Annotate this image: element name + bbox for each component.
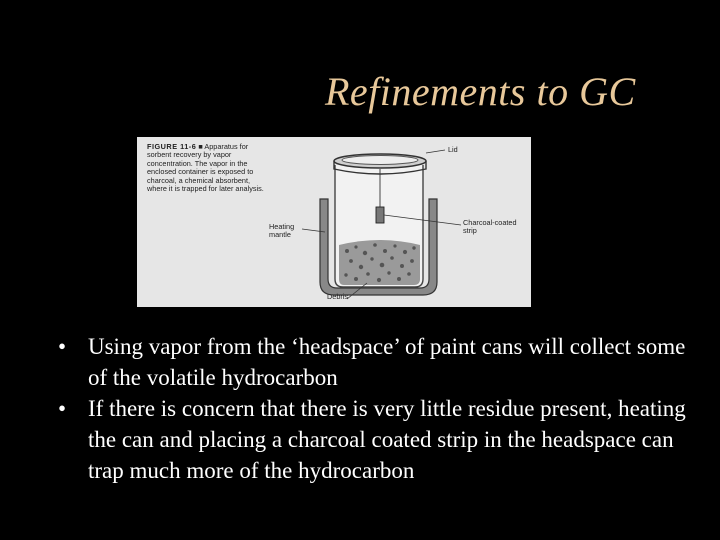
- label-heating-mantle: Heating mantle: [269, 222, 295, 240]
- slide-title: Refinements to GC: [325, 69, 636, 114]
- figure-number: FIGURE 11-6: [147, 142, 197, 151]
- label-debris: Debris: [327, 292, 349, 301]
- caption-separator: ■: [198, 142, 205, 151]
- apparatus-figure: [137, 137, 531, 307]
- lid-leader: [426, 150, 445, 153]
- bullet-text: If there is concern that there is very little residue present, heating the can and placing a charcoal coated strip in the headspace can trap much more of the hydrocarbon: [88, 396, 686, 483]
- lid-inner: [342, 156, 418, 165]
- bullet-item: [58, 331, 708, 393]
- bullet-text: Using vapor from the ‘headspace’ of paint cans will collect some of the volatile hydrocarbon: [88, 334, 686, 390]
- debris-pile: [339, 240, 420, 285]
- bullet-item: [58, 393, 708, 486]
- figure-caption: [147, 143, 269, 193]
- bullet-list: [58, 331, 708, 486]
- figure-caption-text: Apparatus for sorbent recovery by vapor concentration. The vapor in the enclosed container is exposed to charcoal, a chemical absorbent, where it is trapped for later analysis.: [147, 142, 264, 194]
- bullet-dot: •: [58, 396, 67, 421]
- bullet-dot: •: [58, 334, 67, 359]
- label-lid: Lid: [448, 145, 458, 154]
- charcoal-strip-shape: [376, 207, 384, 223]
- label-charcoal-strip: Charcoal-coated strip: [463, 218, 517, 236]
